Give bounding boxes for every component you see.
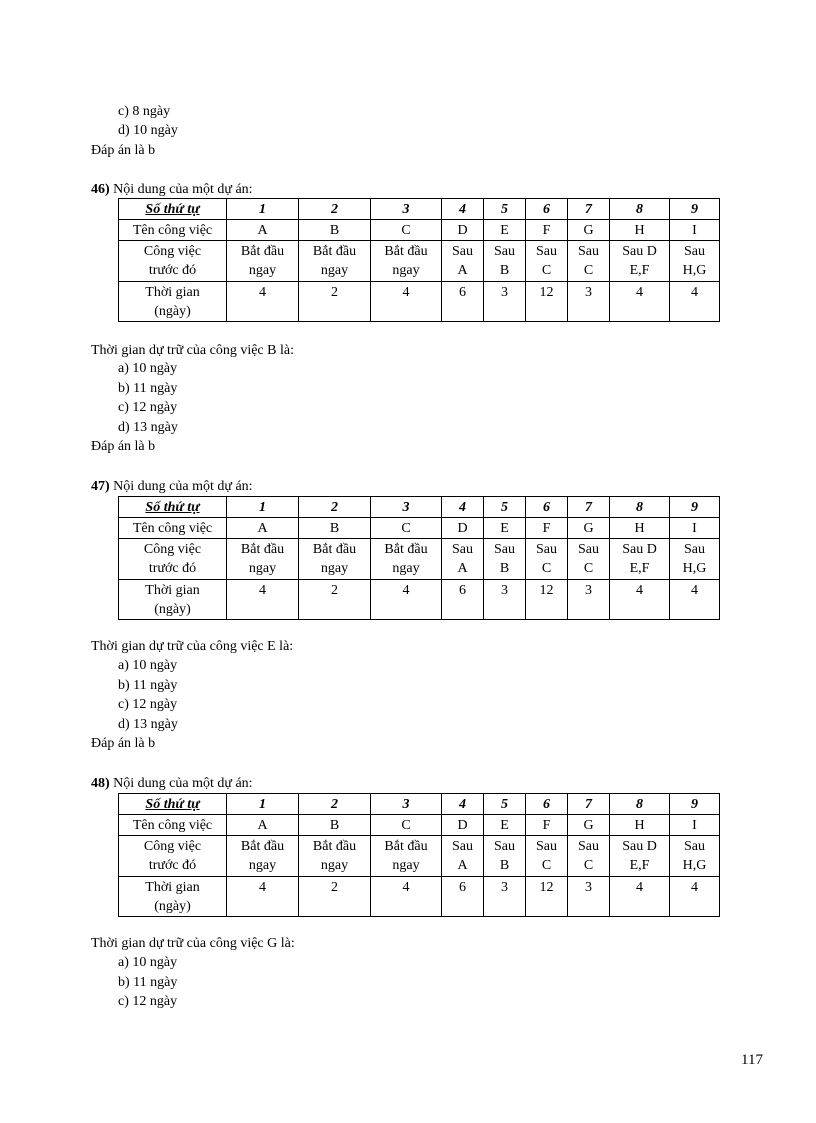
row-label: Thời gian (ngày) — [119, 282, 227, 322]
header-cell: 7 — [568, 794, 610, 815]
table-cell: 4 — [371, 580, 442, 620]
table-cell: F — [526, 220, 568, 241]
header-cell: 1 — [227, 199, 299, 220]
table-cell: Sau B — [484, 836, 526, 877]
option-d: d) 13 ngày — [118, 717, 178, 732]
header-cell: 9 — [670, 794, 720, 815]
table-cell: 12 — [526, 877, 568, 917]
question-46-prompt: Thời gian dự trữ của công việc B là: — [91, 343, 294, 358]
table-cell: 6 — [442, 282, 484, 322]
header-cell: 6 — [526, 199, 568, 220]
question-intro: Nội dung của một dự án: — [109, 479, 253, 494]
table-cell: Sau B — [484, 539, 526, 580]
table-cell: 3 — [484, 877, 526, 917]
table-cell: B — [299, 815, 371, 836]
header-cell: 8 — [610, 794, 670, 815]
row-label: Thời gian (ngày) — [119, 580, 227, 620]
table-cell: F — [526, 518, 568, 539]
table-cell: B — [299, 220, 371, 241]
question-47-heading — [91, 478, 253, 496]
table-cell: Sau A — [442, 836, 484, 877]
option-b: b) 11 ngày — [118, 678, 178, 693]
table-cell: Sau D E,F — [610, 241, 670, 282]
table-cell: 4 — [610, 282, 670, 322]
row-label: Tên công việc — [119, 815, 227, 836]
header-cell: 5 — [484, 794, 526, 815]
row-label: Công việc trước đó — [119, 836, 227, 877]
table-cell: 6 — [442, 580, 484, 620]
question-48-prompt: Thời gian dự trữ của công việc G là: — [91, 936, 295, 951]
table-cell: 4 — [670, 282, 720, 322]
option-b: b) 11 ngày — [118, 975, 178, 990]
table-cell: E — [484, 518, 526, 539]
table-cell: H — [610, 518, 670, 539]
table-cell: 4 — [371, 282, 442, 322]
option-a: a) 10 ngày — [118, 361, 178, 376]
option-c: c) 12 ngày — [118, 697, 178, 712]
table-cell: 4 — [670, 580, 720, 620]
table-cell: I — [670, 518, 720, 539]
header-cell: 4 — [442, 497, 484, 518]
table-cell: E — [484, 220, 526, 241]
table-cell: 12 — [526, 282, 568, 322]
table-cell: Sau C — [526, 539, 568, 580]
header-cell: 8 — [610, 497, 670, 518]
answer-line: Đáp án là b — [91, 439, 156, 454]
table-cell: 4 — [371, 877, 442, 917]
option-d: d) 10 ngày — [118, 123, 178, 138]
question-intro: Nội dung của một dự án: — [109, 182, 253, 197]
table-cell: Sau H,G — [670, 241, 720, 282]
header-cell: 2 — [299, 199, 371, 220]
table-row-durations — [119, 877, 720, 917]
table-cell: 4 — [227, 282, 299, 322]
table-cell: I — [670, 815, 720, 836]
option-c: c) 12 ngày — [118, 994, 178, 1009]
table-row-predecessors — [119, 539, 720, 580]
project-table — [118, 198, 720, 322]
table-cell: C — [371, 815, 442, 836]
header-cell: 6 — [526, 794, 568, 815]
answer-line: Đáp án là b — [91, 736, 156, 751]
table-header-row — [119, 497, 720, 518]
option-b: b) 11 ngày — [118, 381, 178, 396]
table-cell: G — [568, 815, 610, 836]
row-label: Công việc trước đó — [119, 539, 227, 580]
table-cell: Sau B — [484, 241, 526, 282]
table-cell: I — [670, 220, 720, 241]
table-cell: G — [568, 220, 610, 241]
table-cell: Bắt đầu ngay — [371, 539, 442, 580]
table-cell: Sau C — [526, 241, 568, 282]
table-cell: 12 — [526, 580, 568, 620]
question-47-prompt: Thời gian dự trữ của công việc E là: — [91, 639, 294, 654]
header-cell: 2 — [299, 497, 371, 518]
table-cell: Sau D E,F — [610, 836, 670, 877]
table-cell: Bắt đầu ngay — [227, 241, 299, 282]
table-header-row — [119, 199, 720, 220]
answer-line: Đáp án là b — [91, 143, 156, 158]
table-cell: Sau C — [568, 241, 610, 282]
row-label: Công việc trước đó — [119, 241, 227, 282]
table-cell: D — [442, 220, 484, 241]
table-row-durations — [119, 282, 720, 322]
project-table — [118, 793, 720, 917]
question-intro: Nội dung của một dự án: — [109, 776, 253, 791]
header-cell: 2 — [299, 794, 371, 815]
row-label: Thời gian (ngày) — [119, 877, 227, 917]
table-cell: Sau A — [442, 539, 484, 580]
table-cell: 2 — [299, 282, 371, 322]
table-cell: C — [371, 220, 442, 241]
header-cell: 6 — [526, 497, 568, 518]
option-a: a) 10 ngày — [118, 658, 178, 673]
table-cell: Sau C — [526, 836, 568, 877]
table-cell: Bắt đầu ngay — [371, 241, 442, 282]
table-cell: F — [526, 815, 568, 836]
option-d: d) 13 ngày — [118, 420, 178, 435]
table-cell: 3 — [568, 580, 610, 620]
header-cell: 4 — [442, 794, 484, 815]
header-cell: 3 — [371, 199, 442, 220]
table-row-predecessors — [119, 241, 720, 282]
table-row-names — [119, 220, 720, 241]
table-cell: Bắt đầu ngay — [299, 241, 371, 282]
table-cell: 4 — [610, 580, 670, 620]
table-cell: A — [227, 220, 299, 241]
table-cell: 2 — [299, 580, 371, 620]
table-cell: 3 — [484, 580, 526, 620]
header-cell: 4 — [442, 199, 484, 220]
table-cell: 3 — [484, 282, 526, 322]
header-cell-index: Số thứ tự — [119, 199, 227, 220]
header-cell: 5 — [484, 497, 526, 518]
table-cell: C — [371, 518, 442, 539]
header-cell: 3 — [371, 794, 442, 815]
header-cell: 7 — [568, 199, 610, 220]
table-cell: Bắt đầu ngay — [299, 836, 371, 877]
table-cell: H — [610, 815, 670, 836]
table-cell: Sau H,G — [670, 539, 720, 580]
option-a: a) 10 ngày — [118, 955, 178, 970]
table-cell: 4 — [610, 877, 670, 917]
table-cell: E — [484, 815, 526, 836]
option-c: c) 8 ngày — [118, 104, 171, 119]
table-row-names — [119, 815, 720, 836]
question-number: 46) — [91, 182, 110, 197]
table-cell: Bắt đầu ngay — [227, 836, 299, 877]
header-cell: 5 — [484, 199, 526, 220]
table-cell: 4 — [670, 877, 720, 917]
table-cell: 3 — [568, 877, 610, 917]
table-row-durations — [119, 580, 720, 620]
question-46-heading — [91, 181, 253, 199]
table-cell: 4 — [227, 877, 299, 917]
page-number: 117 — [741, 1052, 763, 1068]
table-cell: Bắt đầu ngay — [371, 836, 442, 877]
table-cell: Sau D E,F — [610, 539, 670, 580]
table-row-predecessors — [119, 836, 720, 877]
table-cell: 2 — [299, 877, 371, 917]
header-cell: 9 — [670, 199, 720, 220]
header-cell: 1 — [227, 497, 299, 518]
table-cell: Bắt đầu ngay — [299, 539, 371, 580]
header-cell: 1 — [227, 794, 299, 815]
table-cell: 4 — [227, 580, 299, 620]
table-cell: Bắt đầu ngay — [227, 539, 299, 580]
table-cell: H — [610, 220, 670, 241]
table-cell: 6 — [442, 877, 484, 917]
table-cell: D — [442, 815, 484, 836]
table-cell: 3 — [568, 282, 610, 322]
header-cell: 7 — [568, 497, 610, 518]
row-label: Tên công việc — [119, 518, 227, 539]
header-cell-index: Số thứ tự — [119, 794, 227, 815]
header-cell: 8 — [610, 199, 670, 220]
table-cell: Sau C — [568, 539, 610, 580]
table-header-row — [119, 794, 720, 815]
table-cell: G — [568, 518, 610, 539]
option-c: c) 12 ngày — [118, 400, 178, 415]
header-cell-index: Số thứ tự — [119, 497, 227, 518]
table-cell: A — [227, 518, 299, 539]
question-48-heading — [91, 775, 253, 793]
table-cell: B — [299, 518, 371, 539]
table-cell: Sau H,G — [670, 836, 720, 877]
table-cell: Sau C — [568, 836, 610, 877]
table-row-names — [119, 518, 720, 539]
question-number: 47) — [91, 479, 110, 494]
header-cell: 9 — [670, 497, 720, 518]
table-cell: Sau A — [442, 241, 484, 282]
question-number: 48) — [91, 776, 110, 791]
table-cell: A — [227, 815, 299, 836]
header-cell: 3 — [371, 497, 442, 518]
project-table — [118, 496, 720, 620]
row-label: Tên công việc — [119, 220, 227, 241]
table-cell: D — [442, 518, 484, 539]
